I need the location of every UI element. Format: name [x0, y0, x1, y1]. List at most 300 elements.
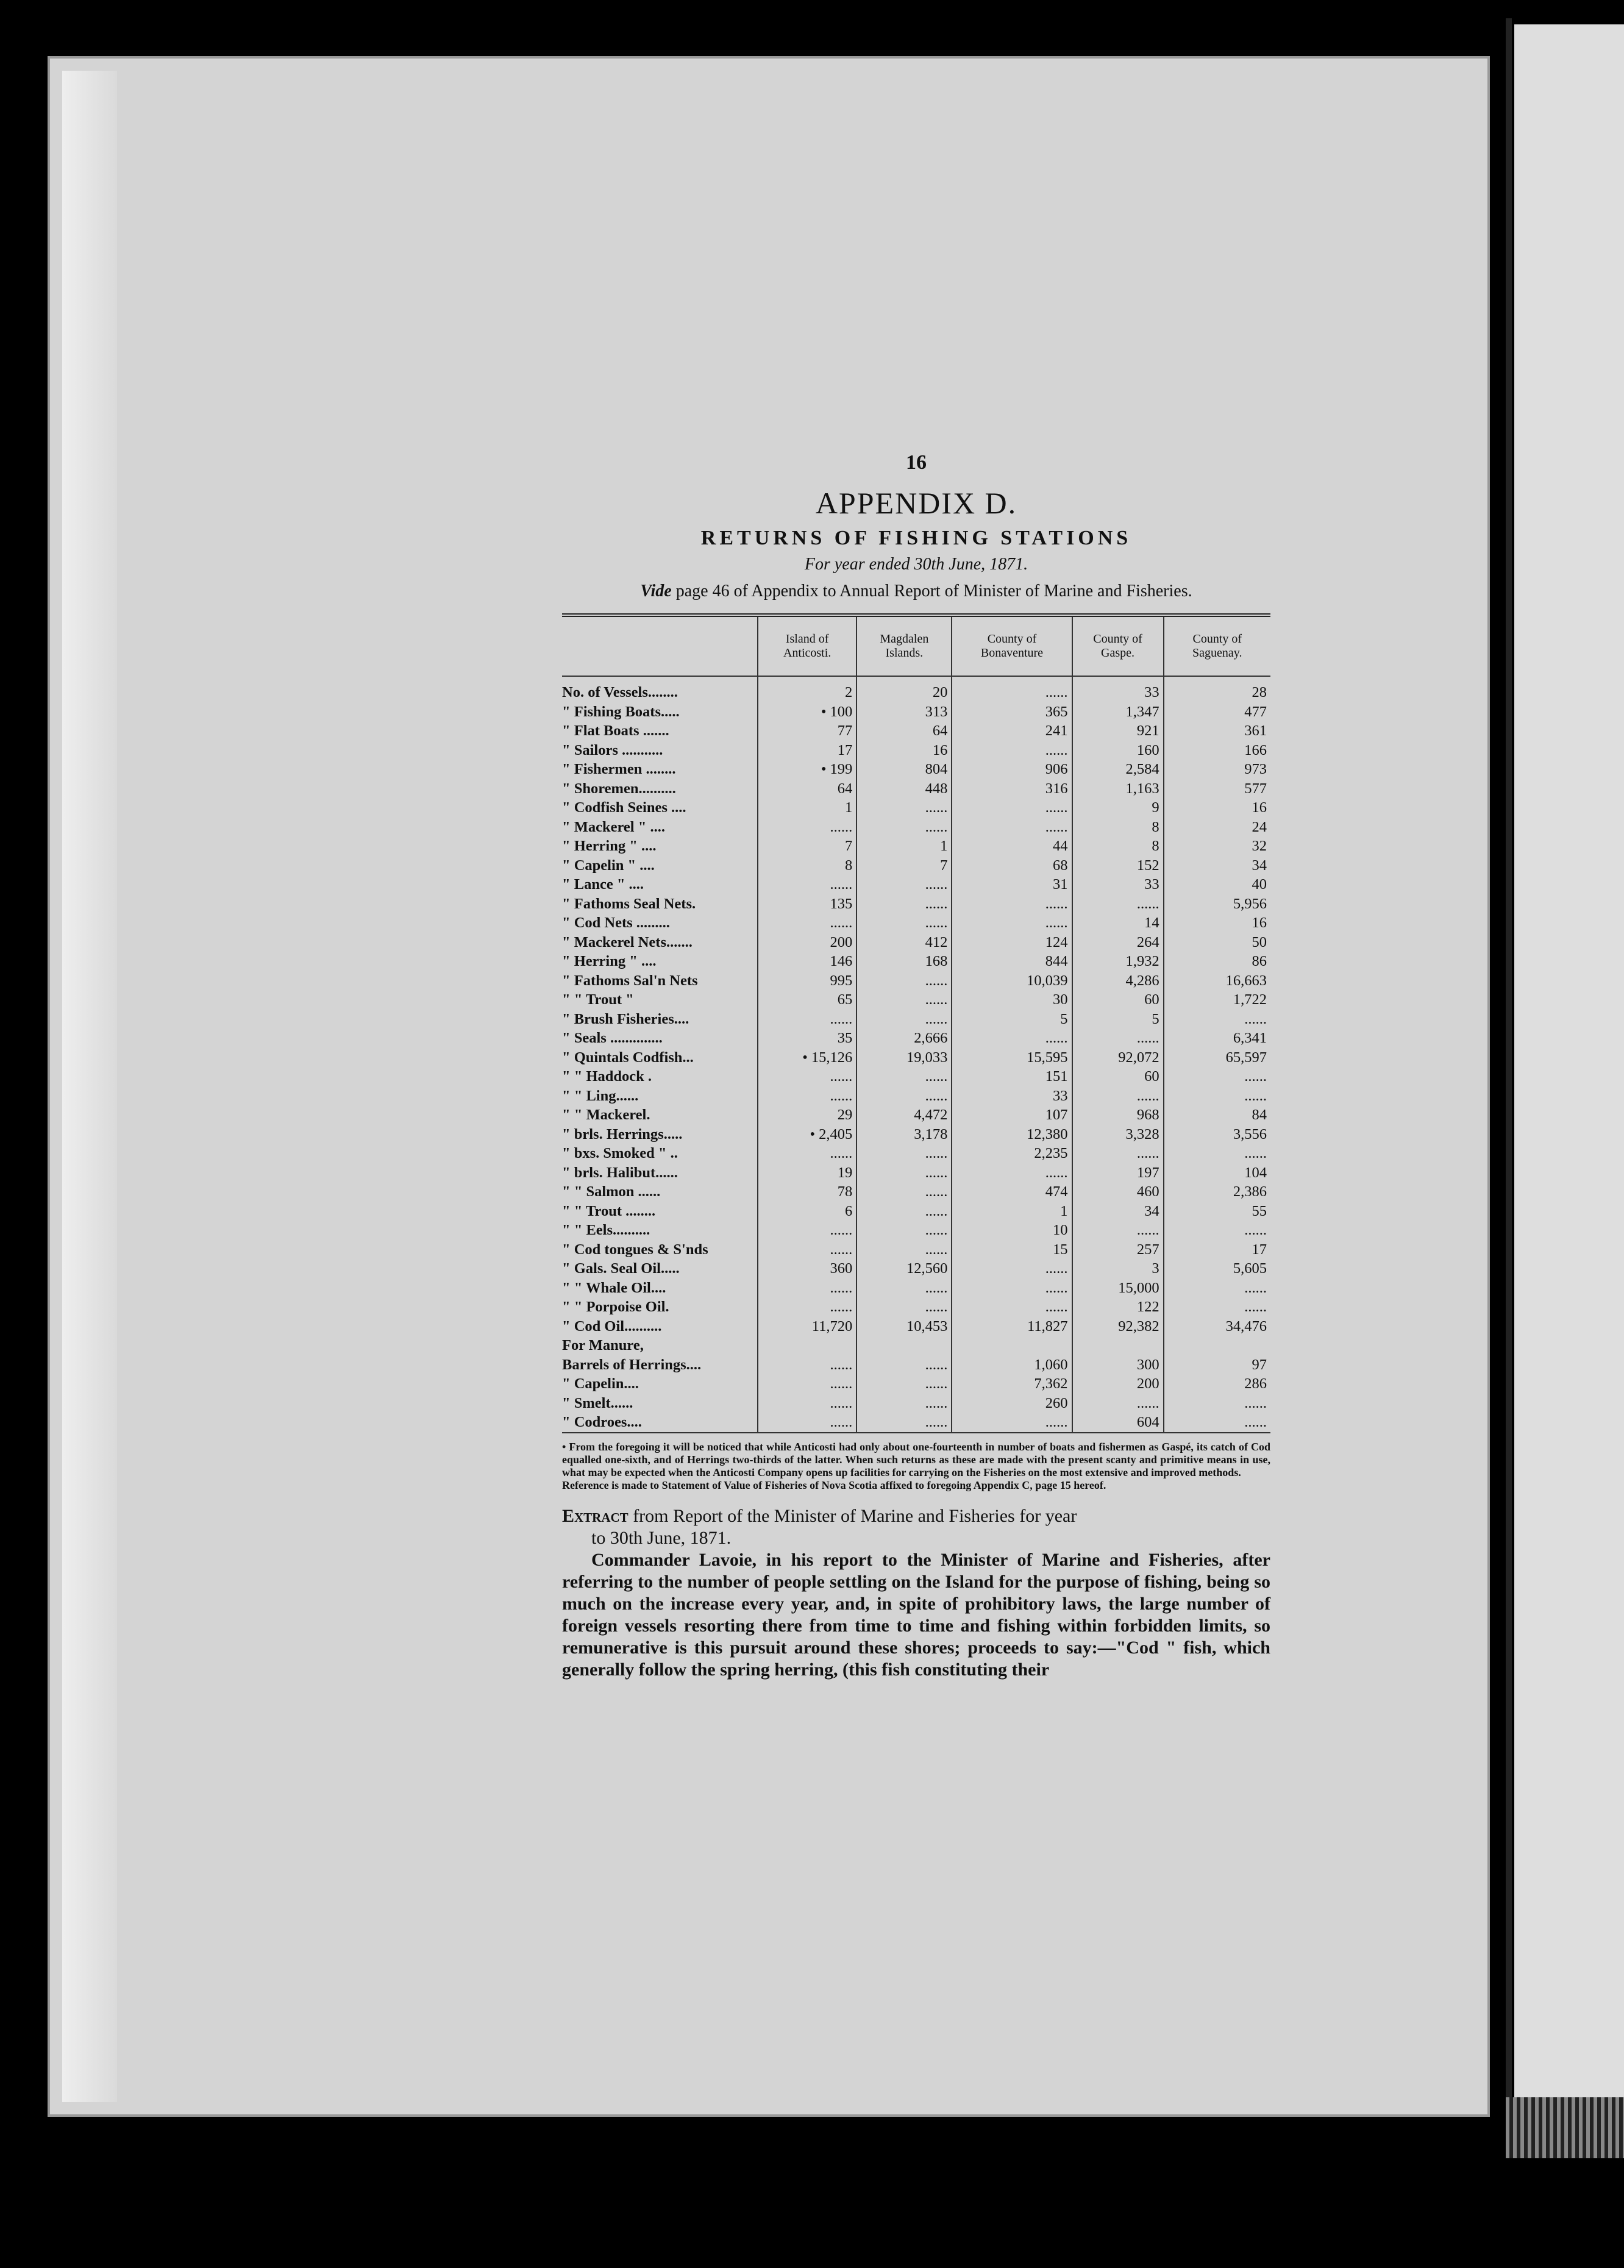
vide-reference — [562, 582, 1270, 601]
table-row — [562, 952, 1270, 971]
table-row — [562, 1355, 1270, 1375]
table-cell: 160 — [1072, 741, 1164, 760]
table-cell: 104 — [1164, 1163, 1270, 1183]
table-cell: 844 — [952, 952, 1072, 971]
extract-heading — [562, 1505, 1270, 1527]
table-cell: ...... — [758, 1221, 857, 1240]
table-cell: ...... — [758, 1413, 857, 1433]
table-cell: ...... — [952, 894, 1072, 914]
table-cell: 7,362 — [952, 1374, 1072, 1394]
table-cell: 92,382 — [1072, 1317, 1164, 1336]
table-row — [562, 1394, 1270, 1413]
table-cell: 14 — [1072, 913, 1164, 933]
table-cell: ...... — [857, 1355, 952, 1375]
table-cell: ...... — [857, 913, 952, 933]
table-cell: 10,039 — [952, 971, 1072, 991]
table-cell: 77 — [758, 721, 857, 741]
row-label: " " Eels.......... — [562, 1222, 650, 1238]
table-cell: 2 — [758, 676, 857, 702]
table-row — [562, 971, 1270, 991]
row-label: " Seals .............. — [562, 1030, 663, 1046]
table-cell: ...... — [758, 1010, 857, 1029]
table-cell: 2,666 — [857, 1029, 952, 1048]
table-cell: 65 — [758, 990, 857, 1010]
table-cell: 29 — [758, 1105, 857, 1125]
table-row — [562, 818, 1270, 837]
row-label: " Gals. Seal Oil..... — [562, 1260, 680, 1277]
table-cell: 412 — [857, 933, 952, 952]
table-cell: ...... — [952, 913, 1072, 933]
table-cell: 34,476 — [1164, 1317, 1270, 1336]
row-label: " " Whale Oil.... — [562, 1279, 666, 1296]
table-cell: 15 — [952, 1240, 1072, 1260]
table-cell: 35 — [758, 1029, 857, 1048]
table-cell: ...... — [758, 1394, 857, 1413]
table-row — [562, 894, 1270, 914]
table-cell: 474 — [952, 1182, 1072, 1202]
table-cell: ...... — [857, 1144, 952, 1163]
table-cell: 7 — [758, 836, 857, 856]
table-cell: ...... — [1164, 1067, 1270, 1086]
table-cell: 146 — [758, 952, 857, 971]
table-cell: ...... — [952, 798, 1072, 818]
table-cell: 92,072 — [1072, 1048, 1164, 1068]
table-cell: 33 — [1072, 875, 1164, 894]
row-label: " Fathoms Sal'n Nets — [562, 972, 698, 989]
table-cell: ...... — [857, 1086, 952, 1106]
row-label: " Fathoms Seal Nets. — [562, 895, 696, 912]
row-label: " " Trout " — [562, 991, 634, 1008]
row-label: " brls. Halibut...... — [562, 1164, 678, 1181]
row-label: " " Mackerel. — [562, 1107, 650, 1123]
table-cell: 1,163 — [1072, 779, 1164, 799]
table-cell: 906 — [952, 760, 1072, 779]
table-cell: 260 — [952, 1394, 1072, 1413]
table-cell: 8 — [1072, 836, 1164, 856]
table-row — [562, 1336, 1270, 1355]
table-cell: 200 — [758, 933, 857, 952]
table-cell: ...... — [1164, 1413, 1270, 1433]
table-row — [562, 1221, 1270, 1240]
table-cell: ...... — [758, 1374, 857, 1394]
table-row — [562, 1029, 1270, 1048]
year-ended-subtitle: For year ended 30th June, 1871. — [804, 555, 1028, 574]
table-cell: 5 — [1072, 1010, 1164, 1029]
table-cell: 264 — [1072, 933, 1164, 952]
table-cell: 20 — [857, 676, 952, 702]
table-row — [562, 1048, 1270, 1068]
table-cell: ...... — [758, 1240, 857, 1260]
table-cell: 3,556 — [1164, 1125, 1270, 1144]
table-cell: ...... — [1072, 1221, 1164, 1240]
table-cell: 360 — [758, 1259, 857, 1278]
table-row — [562, 1086, 1270, 1106]
table-cell — [1072, 1336, 1164, 1355]
table-cell: 6,341 — [1164, 1029, 1270, 1048]
table-cell: 1,347 — [1072, 702, 1164, 722]
table-cell — [952, 1336, 1072, 1355]
table-cell: 8 — [758, 856, 857, 875]
table-cell — [1164, 1336, 1270, 1355]
table-cell: 1,932 — [1072, 952, 1164, 971]
row-label: " Mackerel " .... — [562, 818, 665, 835]
table-cell: 65,597 — [1164, 1048, 1270, 1068]
table-cell: 286 — [1164, 1374, 1270, 1394]
table-cell: 64 — [857, 721, 952, 741]
row-label: " Sailors ........... — [562, 741, 663, 758]
table-cell: ...... — [758, 1278, 857, 1298]
table-cell: 973 — [1164, 760, 1270, 779]
table-cell: 11,827 — [952, 1317, 1072, 1336]
row-label: " Herring " .... — [562, 838, 657, 854]
table-cell: 1,060 — [952, 1355, 1072, 1375]
table-row — [562, 1413, 1270, 1433]
reference-note: Reference is made to Statement of Value of Fisheries of Nova Scotia affixed to foregoing Appendix C, page 15 hereof. — [562, 1478, 1106, 1491]
table-cell: 33 — [952, 1086, 1072, 1106]
row-label: " Fishing Boats..... — [562, 703, 680, 720]
table-cell: 365 — [952, 702, 1072, 722]
table-cell: ...... — [758, 875, 857, 894]
table-row — [562, 1317, 1270, 1336]
table-cell: ...... — [758, 1067, 857, 1086]
table-row — [562, 702, 1270, 722]
table-cell: 84 — [1164, 1105, 1270, 1125]
vide-prefix: Vide — [640, 582, 672, 601]
table-cell: 30 — [952, 990, 1072, 1010]
column-header: County of Bonaventure — [952, 615, 1072, 676]
table-cell: ...... — [758, 1086, 857, 1106]
table-cell: 9 — [1072, 798, 1164, 818]
row-label: " Cod Nets ......... — [562, 915, 670, 931]
footnote: • From the foregoing it will be noticed that while Anticosti had only about one-fourteenth in number of boats and fishermen as Gaspé, its catch of Cod equalled one-sixth, and of Herrings two-thirds of the latter. When such returns as these are made with the present scanty and primitive means in use, what may be expected when the Anticosti Company opens up facilities for carrying on the Fisheries on the most extensive and improved methods. — [562, 1440, 1270, 1478]
row-label: " Herring " .... — [562, 953, 657, 969]
extract-heading-line2: to 30th June, 1871. — [591, 1527, 732, 1548]
table-cell: ...... — [1072, 1029, 1164, 1048]
returns-table — [562, 613, 1270, 1433]
table-cell: ...... — [857, 1374, 952, 1394]
table-cell: 1 — [952, 1202, 1072, 1221]
table-cell: ...... — [857, 1297, 952, 1317]
table-row — [562, 856, 1270, 875]
column-header: County of Gaspe. — [1072, 615, 1164, 676]
table-cell: ...... — [1164, 1297, 1270, 1317]
table-cell: ...... — [857, 1221, 952, 1240]
table-cell: 135 — [758, 894, 857, 914]
table-cell: 33 — [1072, 676, 1164, 702]
table-row — [562, 779, 1270, 799]
table-row — [562, 875, 1270, 894]
table-header-row — [562, 615, 1270, 676]
table-cell: ...... — [857, 1067, 952, 1086]
table-cell: ...... — [857, 1394, 952, 1413]
row-label: " Capelin.... — [562, 1375, 639, 1392]
returns-title: RETURNS OF FISHING STATIONS — [700, 527, 1132, 549]
table-cell: 804 — [857, 760, 952, 779]
table-cell: 1,722 — [1164, 990, 1270, 1010]
table-row — [562, 1259, 1270, 1278]
table-cell: 12,380 — [952, 1125, 1072, 1144]
table-cell: 17 — [1164, 1240, 1270, 1260]
table-cell: 19,033 — [857, 1048, 952, 1068]
row-label: " Lance " .... — [562, 876, 644, 893]
table-cell: 197 — [1072, 1163, 1164, 1183]
row-label: Barrels of Herrings.... — [562, 1356, 702, 1373]
table-cell: ...... — [758, 1355, 857, 1375]
column-header: Island of Anticosti. — [758, 615, 857, 676]
row-label: " " Ling...... — [562, 1087, 639, 1104]
table-cell: 10 — [952, 1221, 1072, 1240]
table-cell: ...... — [857, 1240, 952, 1260]
table-cell: 4,472 — [857, 1105, 952, 1125]
extract-lead: Extract — [562, 1505, 629, 1526]
table-cell: ...... — [758, 1144, 857, 1163]
table-cell: ...... — [758, 913, 857, 933]
table-cell: ...... — [1164, 1278, 1270, 1298]
table-cell: ...... — [857, 1413, 952, 1433]
column-header: County of Saguenay. — [1164, 615, 1270, 676]
table-cell: 16 — [1164, 798, 1270, 818]
table-cell: 97 — [1164, 1355, 1270, 1375]
table-cell: ...... — [952, 1259, 1072, 1278]
table-cell: 166 — [1164, 741, 1270, 760]
table-cell: 28 — [1164, 676, 1270, 702]
table-cell: ...... — [952, 818, 1072, 837]
row-label: " " Trout ........ — [562, 1202, 656, 1219]
table-cell: 4,286 — [1072, 971, 1164, 991]
row-label: " Fishermen ........ — [562, 761, 676, 777]
table-cell: 577 — [1164, 779, 1270, 799]
table-cell: 1 — [758, 798, 857, 818]
table-cell: ...... — [1072, 894, 1164, 914]
table-cell: ...... — [1164, 1394, 1270, 1413]
table-cell: 11,720 — [758, 1317, 857, 1336]
table-cell: 2,584 — [1072, 760, 1164, 779]
table-cell: ...... — [857, 1202, 952, 1221]
table-cell: 32 — [1164, 836, 1270, 856]
table-cell: 168 — [857, 952, 952, 971]
table-row — [562, 798, 1270, 818]
table-cell: • 15,126 — [758, 1048, 857, 1068]
table-cell: ...... — [857, 971, 952, 991]
table-cell: ...... — [1164, 1086, 1270, 1106]
table-cell: 122 — [1072, 1297, 1164, 1317]
table-row — [562, 1144, 1270, 1163]
table-cell: 15,000 — [1072, 1278, 1164, 1298]
table-cell: 8 — [1072, 818, 1164, 837]
table-cell: 2,235 — [952, 1144, 1072, 1163]
table-cell — [857, 1336, 952, 1355]
table-cell: 107 — [952, 1105, 1072, 1125]
table-cell: 3,328 — [1072, 1125, 1164, 1144]
table-cell: ...... — [857, 1278, 952, 1298]
table-cell: 5,956 — [1164, 894, 1270, 914]
row-label: " Codfish Seines .... — [562, 799, 686, 816]
extract-body: Commander Lavoie, in his report to the Minister of Marine and Fisheries, after referring to the number of people settling on the Island for the purpose of fishing, being so much on the increase every year, and, in spite of prohibitory laws, the large number of foreign vessels resorting there from time to time and fishing within forbidden limits, so remunerative is this pursuit around these shores; proceeds to say:—"Cod " fish, which generally follow the spring herring, (this fish constituting their — [562, 1549, 1270, 1680]
header-blank-cell — [562, 615, 758, 676]
table-cell: 460 — [1072, 1182, 1164, 1202]
adjacent-page-edge — [1506, 18, 1512, 2128]
table-cell: 921 — [1072, 721, 1164, 741]
table-cell: 78 — [758, 1182, 857, 1202]
table-cell: ...... — [952, 1029, 1072, 1048]
table-row — [562, 1163, 1270, 1183]
table-cell: 361 — [1164, 721, 1270, 741]
table-cell: 24 — [1164, 818, 1270, 837]
table-row — [562, 676, 1270, 702]
row-label: " Cod tongues & S'nds — [562, 1241, 708, 1258]
table-cell: 152 — [1072, 856, 1164, 875]
appendix-title: APPENDIX D. — [815, 486, 1017, 520]
table-row — [562, 760, 1270, 779]
table-cell: 16,663 — [1164, 971, 1270, 991]
table-cell: 60 — [1072, 1067, 1164, 1086]
table-cell: 64 — [758, 779, 857, 799]
table-cell: ...... — [857, 1010, 952, 1029]
row-label: " " Porpoise Oil. — [562, 1299, 669, 1315]
table-cell: ...... — [857, 818, 952, 837]
table-row — [562, 913, 1270, 933]
table-cell: ...... — [952, 1413, 1072, 1433]
table-cell: ...... — [952, 1163, 1072, 1183]
table-cell: 34 — [1164, 856, 1270, 875]
adjacent-page — [1514, 24, 1624, 2122]
table-cell: 34 — [1072, 1202, 1164, 1221]
table-cell: 44 — [952, 836, 1072, 856]
table-cell: 448 — [857, 779, 952, 799]
table-row — [562, 741, 1270, 760]
table-cell: 995 — [758, 971, 857, 991]
table-cell: ...... — [1072, 1086, 1164, 1106]
table-cell: ...... — [1072, 1394, 1164, 1413]
table-cell: ...... — [857, 990, 952, 1010]
table-cell: • 199 — [758, 760, 857, 779]
table-cell: 604 — [1072, 1413, 1164, 1433]
table-body — [562, 676, 1270, 1433]
table-cell: 151 — [952, 1067, 1072, 1086]
table-row — [562, 1010, 1270, 1029]
table-cell: 1 — [857, 836, 952, 856]
table-cell: 15,595 — [952, 1048, 1072, 1068]
table-row — [562, 1125, 1270, 1144]
table-row — [562, 1105, 1270, 1125]
table-cell: ...... — [1164, 1010, 1270, 1029]
table-cell: 5 — [952, 1010, 1072, 1029]
table-row — [562, 1240, 1270, 1260]
row-label: " Flat Boats ....... — [562, 722, 669, 739]
table-cell: 55 — [1164, 1202, 1270, 1221]
row-label: For Manure, — [562, 1337, 644, 1353]
table-cell: 313 — [857, 702, 952, 722]
table-cell: 60 — [1072, 990, 1164, 1010]
table-cell: 968 — [1072, 1105, 1164, 1125]
table-row — [562, 1067, 1270, 1086]
table-cell: 86 — [1164, 952, 1270, 971]
table-cell: ...... — [952, 1297, 1072, 1317]
row-label: " Smelt...... — [562, 1394, 633, 1411]
row-label: " " Salmon ...... — [562, 1183, 661, 1200]
table-cell: 16 — [1164, 913, 1270, 933]
table-cell: 31 — [952, 875, 1072, 894]
row-label: No. of Vessels........ — [562, 684, 678, 701]
scanner-edge-strip — [1506, 2097, 1624, 2158]
table-cell: ...... — [857, 798, 952, 818]
table-cell: • 100 — [758, 702, 857, 722]
table-cell: 300 — [1072, 1355, 1164, 1375]
table-cell: • 2,405 — [758, 1125, 857, 1144]
table-cell: 241 — [952, 721, 1072, 741]
table-cell: 40 — [1164, 875, 1270, 894]
table-row — [562, 1182, 1270, 1202]
column-header: Magdalen Islands. — [857, 615, 952, 676]
table-cell: ...... — [1164, 1221, 1270, 1240]
table-cell: 12,560 — [857, 1259, 952, 1278]
vide-text: page 46 of Appendix to Annual Report of Minister of Marine and Fisheries. — [675, 582, 1192, 601]
row-label: " Quintals Codfish... — [562, 1049, 694, 1066]
table-row — [562, 990, 1270, 1010]
table-cell — [758, 1336, 857, 1355]
table-cell: ...... — [952, 1278, 1072, 1298]
table-row — [562, 1374, 1270, 1394]
page-content — [562, 451, 1270, 1681]
table-cell: ...... — [857, 1182, 952, 1202]
table-cell: 2,386 — [1164, 1182, 1270, 1202]
table-row — [562, 933, 1270, 952]
table-cell: ...... — [1164, 1144, 1270, 1163]
extract-heading-rest: from Report of the Minister of Marine and Fisheries for year — [628, 1505, 1077, 1526]
table-cell: ...... — [857, 894, 952, 914]
table-cell: 124 — [952, 933, 1072, 952]
page-number: 16 — [906, 451, 927, 474]
row-label: " bxs. Smoked " .. — [562, 1145, 678, 1161]
table-cell: 316 — [952, 779, 1072, 799]
table-cell: ...... — [952, 676, 1072, 702]
row-label: " Shoremen.......... — [562, 780, 676, 797]
table-cell: 19 — [758, 1163, 857, 1183]
table-cell: 17 — [758, 741, 857, 760]
row-label: " Codroes.... — [562, 1413, 758, 1433]
table-cell: 5,605 — [1164, 1259, 1270, 1278]
table-cell: 68 — [952, 856, 1072, 875]
table-cell: ...... — [758, 818, 857, 837]
row-label: " Brush Fisheries.... — [562, 1010, 689, 1027]
table-cell: 257 — [1072, 1240, 1164, 1260]
table-cell: 3 — [1072, 1259, 1164, 1278]
table-cell: 200 — [1072, 1374, 1164, 1394]
table-cell: 477 — [1164, 702, 1270, 722]
table-row — [562, 1297, 1270, 1317]
table-cell: 16 — [857, 741, 952, 760]
row-label: " brls. Herrings..... — [562, 1125, 683, 1143]
table-cell: ...... — [758, 1297, 857, 1317]
page-margin-shade — [62, 71, 117, 2102]
row-label: " " Haddock . — [562, 1068, 652, 1085]
table-row — [562, 721, 1270, 741]
row-label: " Cod Oil.......... — [562, 1318, 662, 1335]
table-row — [562, 1278, 1270, 1298]
table-cell: 10,453 — [857, 1317, 952, 1336]
row-label: " Capelin " .... — [562, 857, 655, 874]
table-cell: ...... — [952, 741, 1072, 760]
table-cell: 6 — [758, 1202, 857, 1221]
table-cell: ...... — [1072, 1144, 1164, 1163]
table-row — [562, 836, 1270, 856]
row-label: " Mackerel Nets....... — [562, 933, 693, 950]
table-cell: 50 — [1164, 933, 1270, 952]
table-cell: 3,178 — [857, 1125, 952, 1144]
table-cell: ...... — [857, 1163, 952, 1183]
table-row — [562, 1202, 1270, 1221]
table-cell: 7 — [857, 856, 952, 875]
